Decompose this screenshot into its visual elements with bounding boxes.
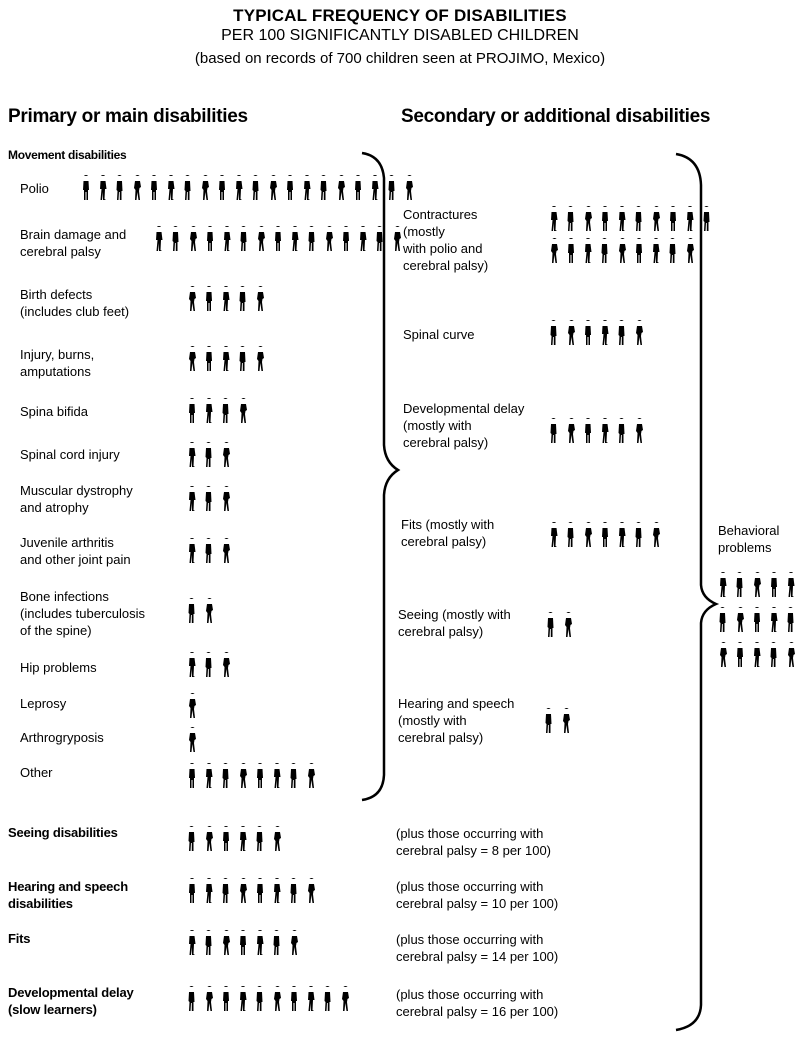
movement-label-4: Spina bifida bbox=[20, 404, 88, 419]
child-figure-icon bbox=[203, 826, 215, 852]
child-figure-icon bbox=[204, 226, 216, 252]
child-figure-icon bbox=[599, 418, 611, 444]
child-figure-icon bbox=[237, 763, 249, 789]
child-figure-icon bbox=[565, 206, 577, 232]
child-figure-icon bbox=[616, 238, 628, 264]
child-figure-icon bbox=[186, 826, 198, 852]
child-figure-icon bbox=[250, 175, 262, 201]
child-figure-icon bbox=[254, 930, 266, 956]
child-figure-icon bbox=[220, 652, 232, 678]
child-figure-icon bbox=[306, 226, 318, 252]
child-figure-icon bbox=[170, 226, 182, 252]
chart-title: TYPICAL FREQUENCY OF DISABILITIES bbox=[233, 6, 567, 25]
child-figure-icon bbox=[288, 930, 300, 956]
child-figure-icon bbox=[186, 486, 198, 512]
child-figure-icon bbox=[633, 418, 645, 444]
movement-12-figures bbox=[186, 763, 526, 789]
child-figure-icon bbox=[301, 175, 313, 201]
child-figure-icon bbox=[203, 930, 215, 956]
child-figure-icon bbox=[768, 572, 780, 598]
child-figure-icon bbox=[734, 572, 746, 598]
child-figure-icon bbox=[403, 175, 415, 201]
child-figure-icon bbox=[616, 522, 628, 548]
child-figure-icon bbox=[288, 763, 300, 789]
secondary-0-figures bbox=[548, 206, 718, 264]
child-figure-icon bbox=[717, 572, 729, 598]
child-figure-icon bbox=[182, 175, 194, 201]
child-figure-icon bbox=[548, 238, 560, 264]
secondary-heading: Secondary or additional disabilities bbox=[401, 106, 711, 127]
child-figure-icon bbox=[220, 286, 232, 312]
child-figure-icon bbox=[565, 418, 577, 444]
primary-group-label-2: Fits bbox=[8, 931, 31, 946]
child-figure-icon bbox=[187, 226, 199, 252]
child-figure-icon bbox=[237, 826, 249, 852]
child-figure-icon bbox=[254, 878, 266, 904]
child-figure-icon bbox=[203, 486, 215, 512]
child-figure-icon bbox=[237, 930, 249, 956]
child-figure-icon bbox=[734, 642, 746, 668]
child-figure-icon bbox=[114, 175, 126, 201]
child-figure-icon bbox=[751, 642, 763, 668]
child-figure-icon bbox=[203, 398, 215, 424]
child-figure-icon bbox=[548, 320, 560, 346]
primary-group-label-3: Developmental delay (slow learners) bbox=[8, 985, 134, 1017]
child-figure-icon bbox=[220, 826, 232, 852]
secondary-label-4: Seeing (mostly with cerebral palsy) bbox=[398, 607, 511, 639]
child-figure-icon bbox=[548, 418, 560, 444]
child-figure-icon bbox=[233, 175, 245, 201]
child-figure-icon bbox=[203, 346, 215, 372]
child-figure-icon bbox=[562, 612, 574, 638]
movement-6-figures bbox=[186, 486, 526, 512]
child-figure-icon bbox=[548, 206, 560, 232]
movement-label-3: Injury, burns, amputations bbox=[20, 347, 95, 379]
child-figure-icon bbox=[545, 612, 557, 638]
child-figure-icon bbox=[288, 878, 300, 904]
child-figure-icon bbox=[305, 878, 317, 904]
child-figure-icon bbox=[199, 175, 211, 201]
child-figure-icon bbox=[734, 607, 746, 633]
secondary-label-0: Contractures (mostly with polio and cerebral palsy) bbox=[403, 207, 489, 273]
child-figure-icon bbox=[548, 522, 560, 548]
child-figure-icon bbox=[318, 175, 330, 201]
child-figure-icon bbox=[751, 572, 763, 598]
child-figure-icon bbox=[186, 727, 198, 753]
child-figure-icon bbox=[565, 320, 577, 346]
movement-label-10: Leprosy bbox=[20, 696, 67, 711]
child-figure-icon bbox=[633, 238, 645, 264]
child-figure-icon bbox=[751, 607, 763, 633]
movement-label-11: Arthrogryposis bbox=[20, 730, 104, 745]
child-figure-icon bbox=[616, 206, 628, 232]
child-figure-icon bbox=[186, 538, 198, 564]
child-figure-icon bbox=[582, 418, 594, 444]
child-figure-icon bbox=[254, 346, 266, 372]
child-figure-icon bbox=[684, 238, 696, 264]
child-figure-icon bbox=[186, 986, 198, 1012]
movement-label-2: Birth defects (includes club feet) bbox=[20, 287, 130, 319]
child-figure-icon bbox=[153, 226, 165, 252]
cerebral-palsy-note-2: (plus those occurring with cerebral palsy = 14 per 100) bbox=[396, 932, 559, 964]
behavioral-label: Behavioral problems bbox=[718, 523, 780, 555]
child-figure-icon bbox=[582, 320, 594, 346]
child-figure-icon bbox=[284, 175, 296, 201]
secondary-label-3: Fits (mostly with cerebral palsy) bbox=[401, 517, 495, 549]
child-figure-icon bbox=[220, 763, 232, 789]
child-figure-icon bbox=[369, 175, 381, 201]
child-figure-icon bbox=[560, 708, 572, 734]
child-figure-icon bbox=[186, 286, 198, 312]
child-figure-icon bbox=[599, 238, 611, 264]
movement-0-figures bbox=[80, 175, 420, 201]
child-figure-icon bbox=[220, 398, 232, 424]
child-figure-icon bbox=[633, 320, 645, 346]
child-figure-icon bbox=[357, 226, 369, 252]
child-figure-icon bbox=[271, 826, 283, 852]
child-figure-icon bbox=[582, 522, 594, 548]
child-figure-icon bbox=[80, 175, 92, 201]
child-figure-icon bbox=[186, 598, 198, 624]
child-figure-icon bbox=[667, 206, 679, 232]
movement-label-12: Other bbox=[20, 765, 53, 780]
primary-group-3-figures bbox=[186, 986, 390, 1012]
child-figure-icon bbox=[717, 642, 729, 668]
secondary-2-figures bbox=[548, 418, 752, 444]
child-figure-icon bbox=[267, 175, 279, 201]
movement-9-figures bbox=[186, 652, 526, 678]
child-figure-icon bbox=[220, 986, 232, 1012]
movement-heading: Movement disabilities bbox=[8, 148, 127, 162]
child-figure-icon bbox=[220, 930, 232, 956]
child-figure-icon bbox=[339, 986, 351, 1012]
secondary-label-1: Spinal curve bbox=[403, 327, 475, 342]
child-figure-icon bbox=[599, 320, 611, 346]
child-figure-icon bbox=[220, 442, 232, 468]
secondary-label-5: Hearing and speech (mostly with cerebral palsy) bbox=[398, 696, 515, 745]
child-figure-icon bbox=[785, 642, 797, 668]
source-note: (based on records of 700 children seen at PROJIMO, Mexico) bbox=[194, 50, 606, 67]
child-figure-icon bbox=[237, 986, 249, 1012]
movement-label-8: Bone infections (includes tuberculosis of the spine) bbox=[20, 589, 146, 638]
child-figure-icon bbox=[203, 878, 215, 904]
child-figure-icon bbox=[289, 226, 301, 252]
child-figure-icon bbox=[271, 986, 283, 1012]
child-figure-icon bbox=[254, 986, 266, 1012]
child-figure-icon bbox=[768, 607, 780, 633]
child-figure-icon bbox=[701, 206, 713, 232]
child-figure-icon bbox=[186, 652, 198, 678]
primary-group-1-figures bbox=[186, 878, 390, 904]
cerebral-palsy-note-0: (plus those occurring with cerebral palsy = 8 per 100) bbox=[396, 826, 552, 858]
child-figure-icon bbox=[616, 320, 628, 346]
child-figure-icon bbox=[305, 986, 317, 1012]
movement-2-figures bbox=[186, 286, 526, 312]
child-figure-icon bbox=[582, 206, 594, 232]
movement-label-6: Muscular dystrophy and atrophy bbox=[20, 483, 133, 515]
child-figure-icon bbox=[186, 398, 198, 424]
chart-subtitle: PER 100 SIGNIFICANTLY DISABLED CHILDREN bbox=[221, 27, 579, 44]
child-figure-icon bbox=[97, 175, 109, 201]
movement-label-0: Polio bbox=[20, 181, 49, 196]
child-figure-icon bbox=[186, 346, 198, 372]
child-figure-icon bbox=[203, 442, 215, 468]
child-figure-icon bbox=[543, 708, 555, 734]
child-figure-icon bbox=[374, 226, 386, 252]
movement-label-9: Hip problems bbox=[20, 660, 97, 675]
movement-3-figures bbox=[186, 346, 526, 372]
primary-heading: Primary or main disabilities bbox=[8, 106, 248, 127]
child-figure-icon bbox=[386, 175, 398, 201]
movement-label-7: Juvenile arthritis and other joint pain bbox=[20, 535, 131, 567]
secondary-1-figures bbox=[548, 320, 752, 346]
child-figure-icon bbox=[288, 986, 300, 1012]
primary-group-label-1: Hearing and speech disabilities bbox=[8, 879, 128, 911]
child-figure-icon bbox=[237, 398, 249, 424]
child-figure-icon bbox=[216, 175, 228, 201]
primary-group-0-figures bbox=[186, 826, 390, 852]
child-figure-icon bbox=[237, 346, 249, 372]
child-figure-icon bbox=[203, 286, 215, 312]
child-figure-icon bbox=[785, 572, 797, 598]
child-figure-icon bbox=[667, 238, 679, 264]
child-figure-icon bbox=[186, 878, 198, 904]
secondary-label-2: Developmental delay (mostly with cerebral palsy) bbox=[403, 401, 525, 450]
child-figure-icon bbox=[565, 522, 577, 548]
child-figure-icon bbox=[271, 763, 283, 789]
child-figure-icon bbox=[340, 226, 352, 252]
cerebral-palsy-note-1: (plus those occurring with cerebral palsy = 10 per 100) bbox=[396, 879, 559, 911]
child-figure-icon bbox=[203, 538, 215, 564]
child-figure-icon bbox=[237, 286, 249, 312]
child-figure-icon bbox=[131, 175, 143, 201]
child-figure-icon bbox=[599, 206, 611, 232]
child-figure-icon bbox=[220, 878, 232, 904]
behavioral-figures bbox=[717, 572, 800, 668]
child-figure-icon bbox=[220, 486, 232, 512]
child-figure-icon bbox=[254, 763, 266, 789]
child-figure-icon bbox=[255, 226, 267, 252]
primary-group-label-0: Seeing disabilities bbox=[8, 825, 118, 840]
child-figure-icon bbox=[186, 763, 198, 789]
cerebral-palsy-note-3: (plus those occurring with cerebral palsy = 16 per 100) bbox=[396, 987, 559, 1019]
child-figure-icon bbox=[785, 607, 797, 633]
child-figure-icon bbox=[203, 763, 215, 789]
child-figure-icon bbox=[165, 175, 177, 201]
child-figure-icon bbox=[221, 226, 233, 252]
child-figure-icon bbox=[254, 826, 266, 852]
child-figure-icon bbox=[254, 286, 266, 312]
child-figure-icon bbox=[238, 226, 250, 252]
child-figure-icon bbox=[272, 226, 284, 252]
child-figure-icon bbox=[650, 522, 662, 548]
child-figure-icon bbox=[352, 175, 364, 201]
child-figure-icon bbox=[323, 226, 335, 252]
child-figure-icon bbox=[186, 693, 198, 719]
child-figure-icon bbox=[305, 763, 317, 789]
child-figure-icon bbox=[220, 538, 232, 564]
child-figure-icon bbox=[717, 607, 729, 633]
child-figure-icon bbox=[650, 206, 662, 232]
child-figure-icon bbox=[220, 346, 232, 372]
movement-label-5: Spinal cord injury bbox=[20, 447, 120, 462]
child-figure-icon bbox=[203, 652, 215, 678]
secondary-brace bbox=[676, 154, 716, 1030]
child-figure-icon bbox=[203, 598, 215, 624]
child-figure-icon bbox=[203, 986, 215, 1012]
primary-group-2-figures bbox=[186, 930, 390, 956]
child-figure-icon bbox=[148, 175, 160, 201]
child-figure-icon bbox=[271, 878, 283, 904]
child-figure-icon bbox=[391, 226, 403, 252]
child-figure-icon bbox=[335, 175, 347, 201]
child-figure-icon bbox=[186, 930, 198, 956]
child-figure-icon bbox=[768, 642, 780, 668]
child-figure-icon bbox=[599, 522, 611, 548]
child-figure-icon bbox=[237, 878, 249, 904]
secondary-5-figures bbox=[543, 708, 747, 734]
child-figure-icon bbox=[633, 522, 645, 548]
movement-label-1: Brain damage and cerebral palsy bbox=[20, 227, 127, 259]
child-figure-icon bbox=[684, 206, 696, 232]
child-figure-icon bbox=[186, 442, 198, 468]
child-figure-icon bbox=[650, 238, 662, 264]
child-figure-icon bbox=[565, 238, 577, 264]
child-figure-icon bbox=[271, 930, 283, 956]
child-figure-icon bbox=[616, 418, 628, 444]
child-figure-icon bbox=[633, 206, 645, 232]
child-figure-icon bbox=[582, 238, 594, 264]
child-figure-icon bbox=[322, 986, 334, 1012]
